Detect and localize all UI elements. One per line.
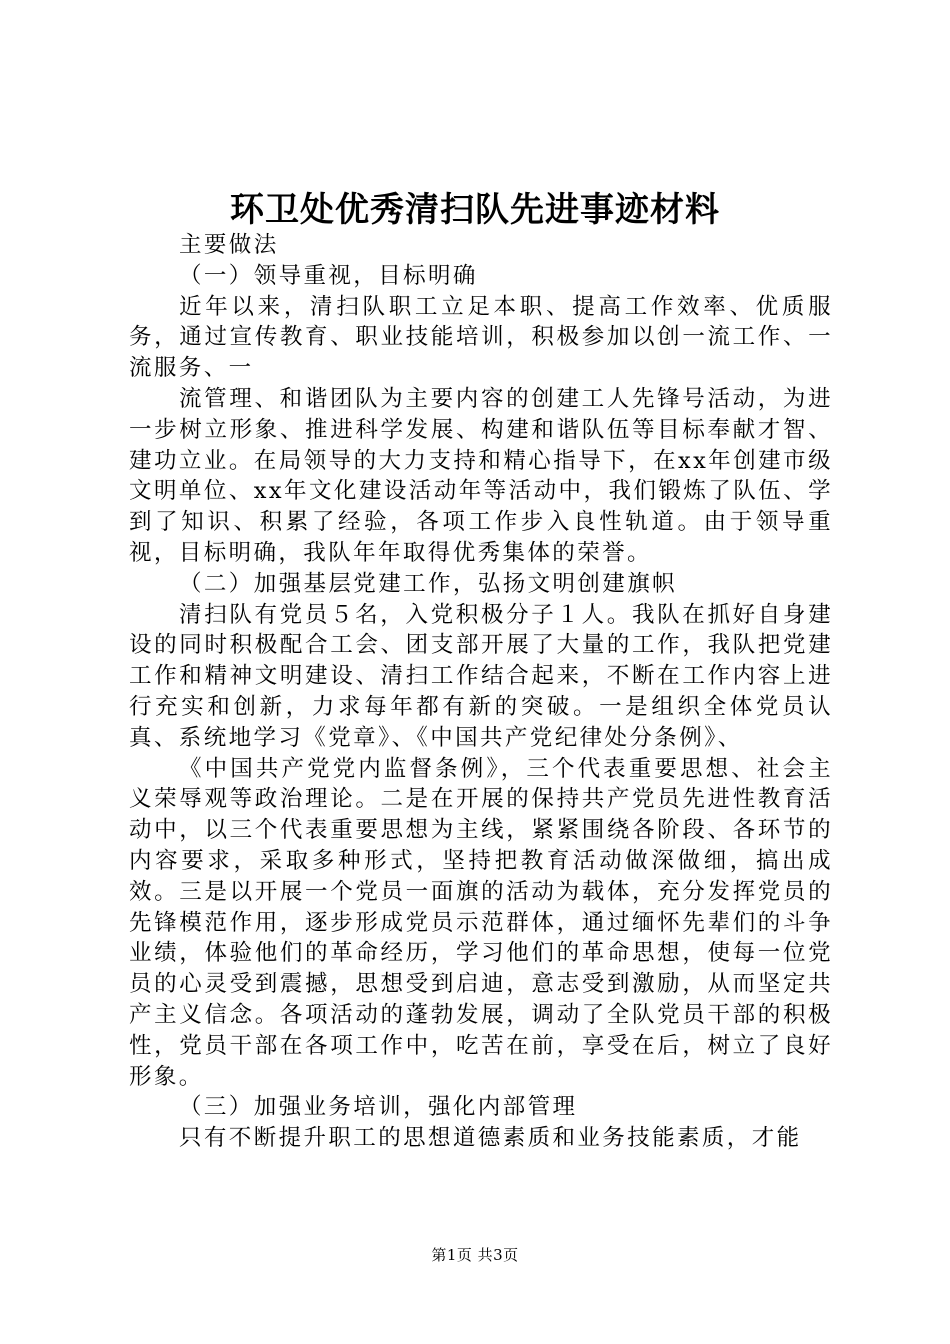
- paragraph: 近年以来，清扫队职工立足本职、提高工作效率、优质服务，通过宣传教育、职业技能培训，积极参加以创一流工作、一流服务、一: [129, 293, 833, 382]
- paragraph: 清扫队有党员５名，入党积极分子１人。我队在抓好自身建设的同时积极配合工会、团支部开展了大量的工作，我队把党建工作和精神文明建设、清扫工作结合起来，不断在工作内容上进行充实和创新，力求每年都有新的突破。一是组织全体党员认真、系统地学习《党章》、《中国共产党纪律处分条例》、: [129, 601, 833, 751]
- paragraph: 流管理、和谐团队为主要内容的创建工人先锋号活动，为进一步树立形象、推进科学发展、构建和谐队伍等目标奉献才智、建功立业。在局领导的大力支持和精心指导下，在xx年创建市级文明单位、xx年文化建设活动年等活动中，我们锻炼了队伍、学到了知识、积累了经验，各项工作步入良性轨道。由于领导重视，目标明确，我队年年取得优秀集体的荣誉。: [129, 385, 833, 566]
- paragraph: 《中国共产党党内监督条例》，三个代表重要思想、社会主义荣辱观等政治理论。二是在开展的保持共产党员先进性教育活动中，以三个代表重要思想为主线，紧紧围绕各阶段、各环节的内容要求，采取多种形式，坚持把教育活动做深做细，搞出成效。三是以开展一个党员一面旗的活动为载体，充分发挥党员的先锋模范作用，逐步形成党员示范群体，通过缅怀先辈们的斗争业绩，体验他们的革命经历，学习他们的革命思想，使每一位党员的心灵受到震撼，思想受到启迪，意志受到激励，从而坚定共产主义信念。各项活动的蓬勃发展，调动了全队党员干部的积极性，党员干部在各项工作中，吃苦在前，享受在后，树立了良好形象。: [129, 755, 833, 1090]
- document-body: [129, 230, 833, 1154]
- paragraph-heading-main: 主要做法: [179, 232, 279, 258]
- paragraph-section-1-heading: （一）领导重视，目标明确: [179, 262, 478, 289]
- paragraph: 只有不断提升职工的思想道德素质和业务技能素质，才能: [179, 1125, 802, 1152]
- document-title: 环卫处优秀清扫队先进事迹材料: [230, 190, 720, 230]
- paragraph-section-3-heading: （三）加强业务培训，强化内部管理: [179, 1094, 578, 1121]
- page-footer: 第1页 共3页: [431, 1246, 519, 1264]
- paragraph-section-2-heading: （二）加强基层党建工作，弘扬文明创建旗帜: [179, 570, 678, 597]
